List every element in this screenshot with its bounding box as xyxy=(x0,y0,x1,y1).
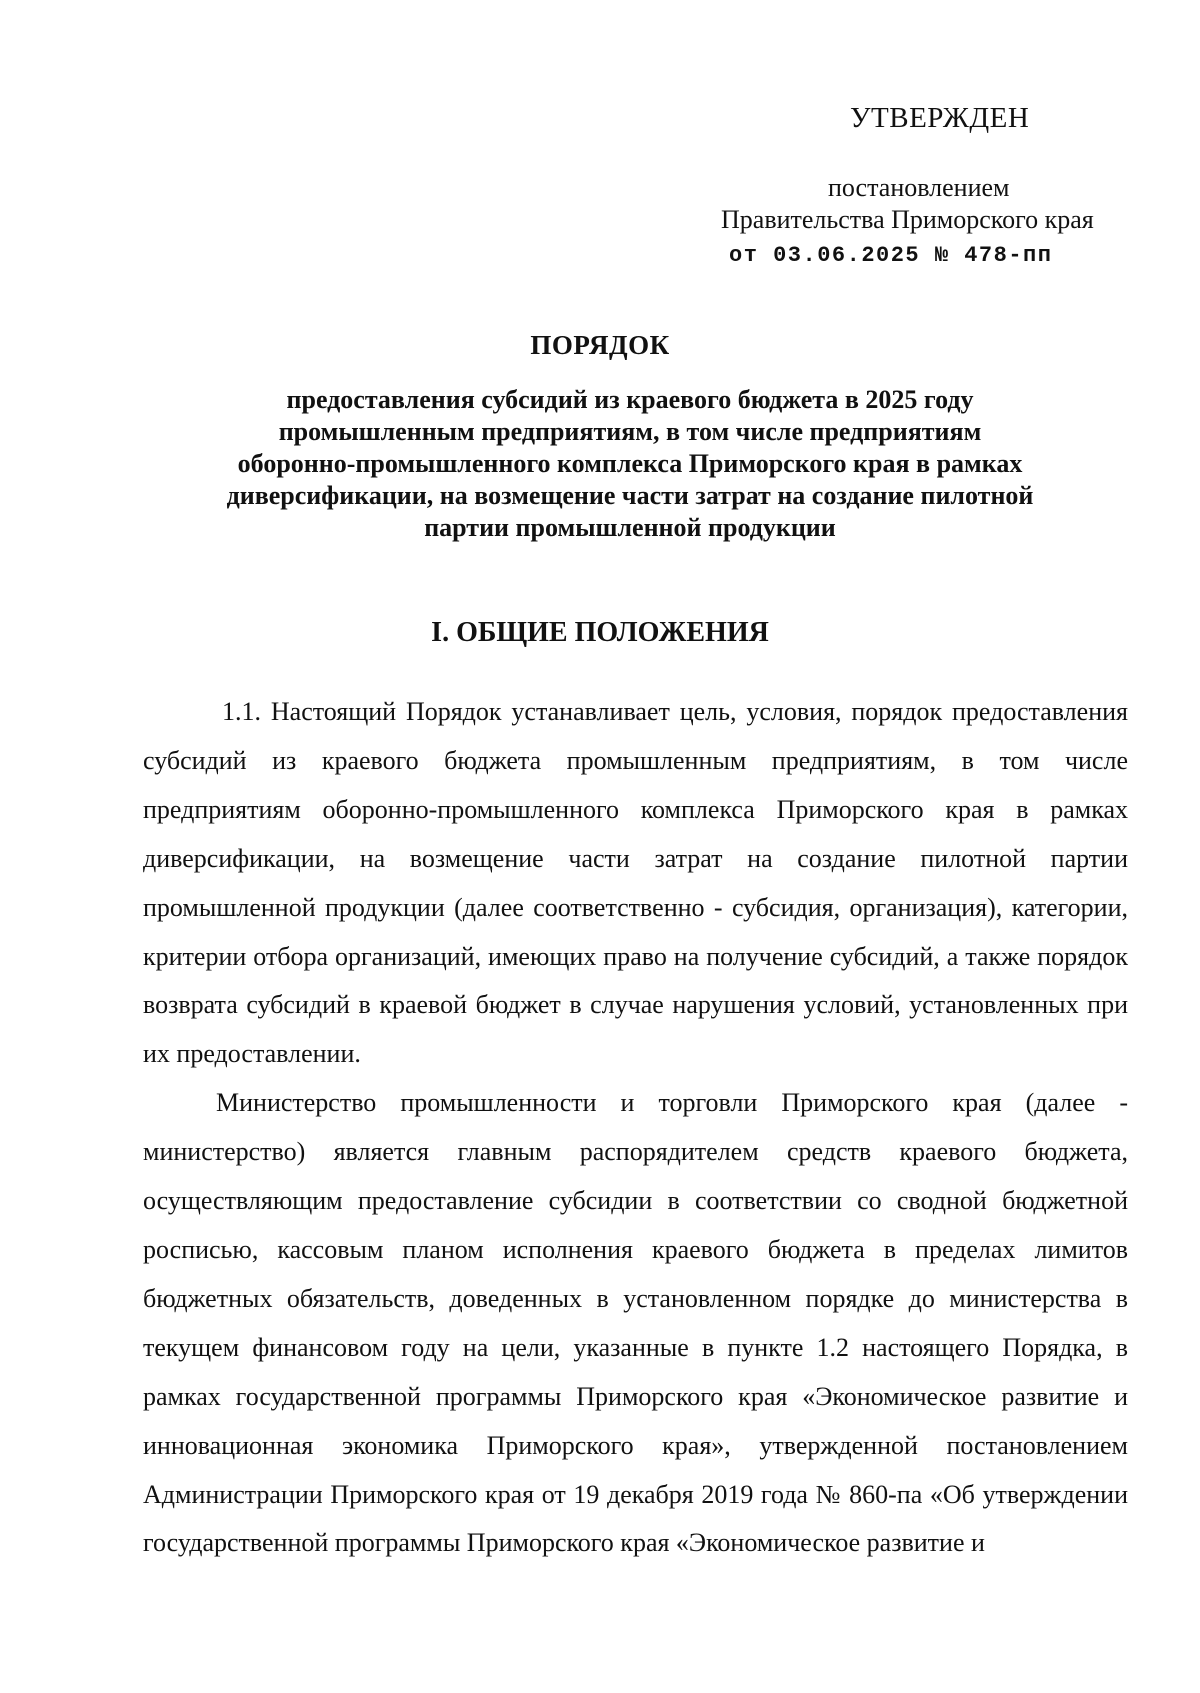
document-title: ПОРЯДОК xyxy=(530,330,670,360)
subtitle-line: диверсификации, на возмещение части затрат на создание пилотной xyxy=(226,481,1034,510)
approval-date-number-stamp: от 03.06.2025 № 478-пп xyxy=(729,243,1053,268)
body-text xyxy=(143,688,1128,1568)
approval-authority: Правительства Приморского края xyxy=(721,205,1094,234)
subtitle-line: предоставления субсидий из краевого бюджета в 2025 году xyxy=(286,385,974,414)
subtitle-line: оборонно-промышленного комплекса Приморского края в рамках xyxy=(237,449,1023,478)
subtitle-line: партии промышленной продукции xyxy=(424,513,836,542)
section-heading: I. ОБЩИЕ ПОЛОЖЕНИЯ xyxy=(431,617,769,648)
paragraph-ministry: Министерство промышленности и торговли Приморского края (далее - министерство) является главным распорядителем средств краевого бюджета, осуществляющим предоставление субсидии в соответствии со сводной бюджетной росписью, кассовым планом исполнения краевого бюджета в пределах лимитов бюджетных обязательств, доведенных в установленном порядке до министерства в текущем финансовом году на цели, указанные в пункте 1.2 настоящего Порядка, в рамках государственной программы Приморского края «Экономическое развитие и инновационная экономика Приморского края», утвержденной постановлением Администрации Приморского края от 19 декабря 2019 года № 860-па «Об утверждении государственной программы Приморского края «Экономическое развитие и xyxy=(143,1088,1128,1558)
approval-resolution-label: постановлением xyxy=(828,173,1010,202)
document-subtitle xyxy=(170,384,1090,544)
subtitle-line: промышленным предприятиям, в том числе предприятиям xyxy=(278,417,982,446)
approval-title: УТВЕРЖДЕН xyxy=(850,102,1030,134)
paragraph-1-1: 1.1. Настоящий Порядок устанавливает цель, условия, порядок предоставления субсидий из краевого бюджета промышленным предприятиям, в том числе предприятиям оборонно-промышленного комплекса Приморского края в рамках диверсификации, на возмещение части затрат на создание пилотной партии промышленной продукции (далее соответственно - субсидия, организация), категории, критерии отбора организаций, имеющих право на получение субсидий, а также порядок возврата субсидий в краевой бюджет в случае нарушения условий, установленных при их предоставлении. xyxy=(143,697,1128,1069)
